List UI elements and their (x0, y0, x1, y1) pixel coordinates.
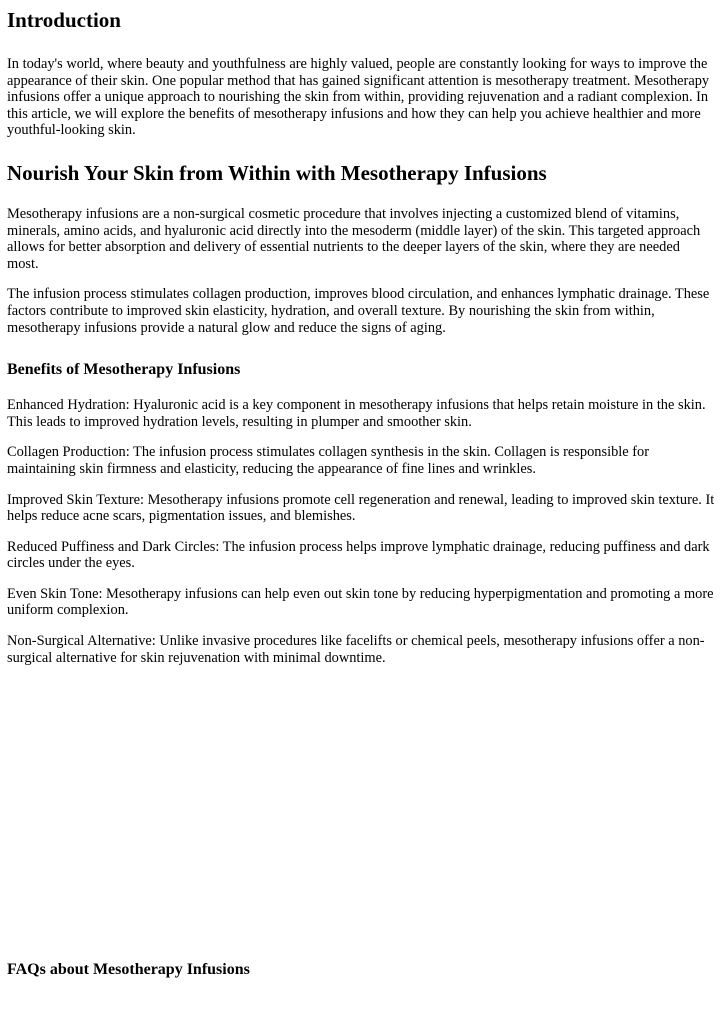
nourish-paragraph-1: Mesotherapy infusions are a non-surgical cosmetic procedure that involves injecting a customized blend of vitamins, minerals, amino acids, and hyaluronic acid directly into the mesoderm (middle layer) of the skin. This targeted approach allows for better absorption and delivery of essential nutrients to the deeper layers of the skin, where they are needed most. (7, 205, 701, 272)
introduction-heading: Introduction (7, 8, 121, 32)
benefit-reduced-puffiness: Reduced Puffiness and Dark Circles: The infusion process helps improve lymphatic drainage, reducing puffiness and dark circles under the eyes. (7, 538, 710, 572)
benefit-even-skin-tone: Even Skin Tone: Mesotherapy infusions can help even out skin tone by reducing hyperpigmentation and promoting a more uniform complexion. (7, 585, 714, 619)
introduction-paragraph: In today's world, where beauty and youthfulness are highly valued, people are constantly looking for ways to improve the appearance of their skin. One popular method that has gained significant attention is mesotherapy treatment. Mesotherapy infusions offer a unique approach to nourishing the skin from within, providing rejuvenation and a radiant complexion. In this article, we will explore the benefits of mesotherapy infusions and how they can help you achieve healthier and more youthful-looking skin. (7, 56, 710, 139)
benefit-enhanced-hydration: Enhanced Hydration: Hyaluronic acid is a key component in mesotherapy infusions that helps retain moisture in the skin. This leads to improved hydration levels, resulting in plumper and smoother skin. (7, 397, 706, 430)
benefit-collagen-production: Collagen Production: The infusion process stimulates collagen synthesis in the skin. Collagen is responsible for maintaining skin firmness and elasticity, reducing the appearance of fine lines and wrinkles. (7, 444, 650, 477)
benefit-improved-skin-texture: Improved Skin Texture: Mesotherapy infusions promote cell regeneration and renewal, leading to improved skin texture. It helps reduce acne scars, pigmentation issues, and blemishes. (7, 491, 715, 525)
nourish-paragraph-2: The infusion process stimulates collagen production, improves blood circulation, and enhances lymphatic drainage. These factors contribute to improved skin elasticity, hydration, and overall texture. By nourishing the skin from within, mesotherapy infusions provide a natural glow and reduce the signs of aging. (7, 286, 710, 336)
benefit-non-surgical-alternative: Non-Surgical Alternative: Unlike invasive procedures like facelifts or chemical peels, mesotherapy infusions offer a non-surgical alternative for skin rejuvenation with minimal downtime. (7, 633, 705, 666)
faq-heading: FAQs about Mesotherapy Infusions (7, 961, 250, 978)
benefits-heading: Benefits of Mesotherapy Infusions (7, 361, 241, 379)
nourish-heading: Nourish Your Skin from Within with Mesotherapy Infusions (7, 160, 547, 185)
article (7, 0, 715, 666)
